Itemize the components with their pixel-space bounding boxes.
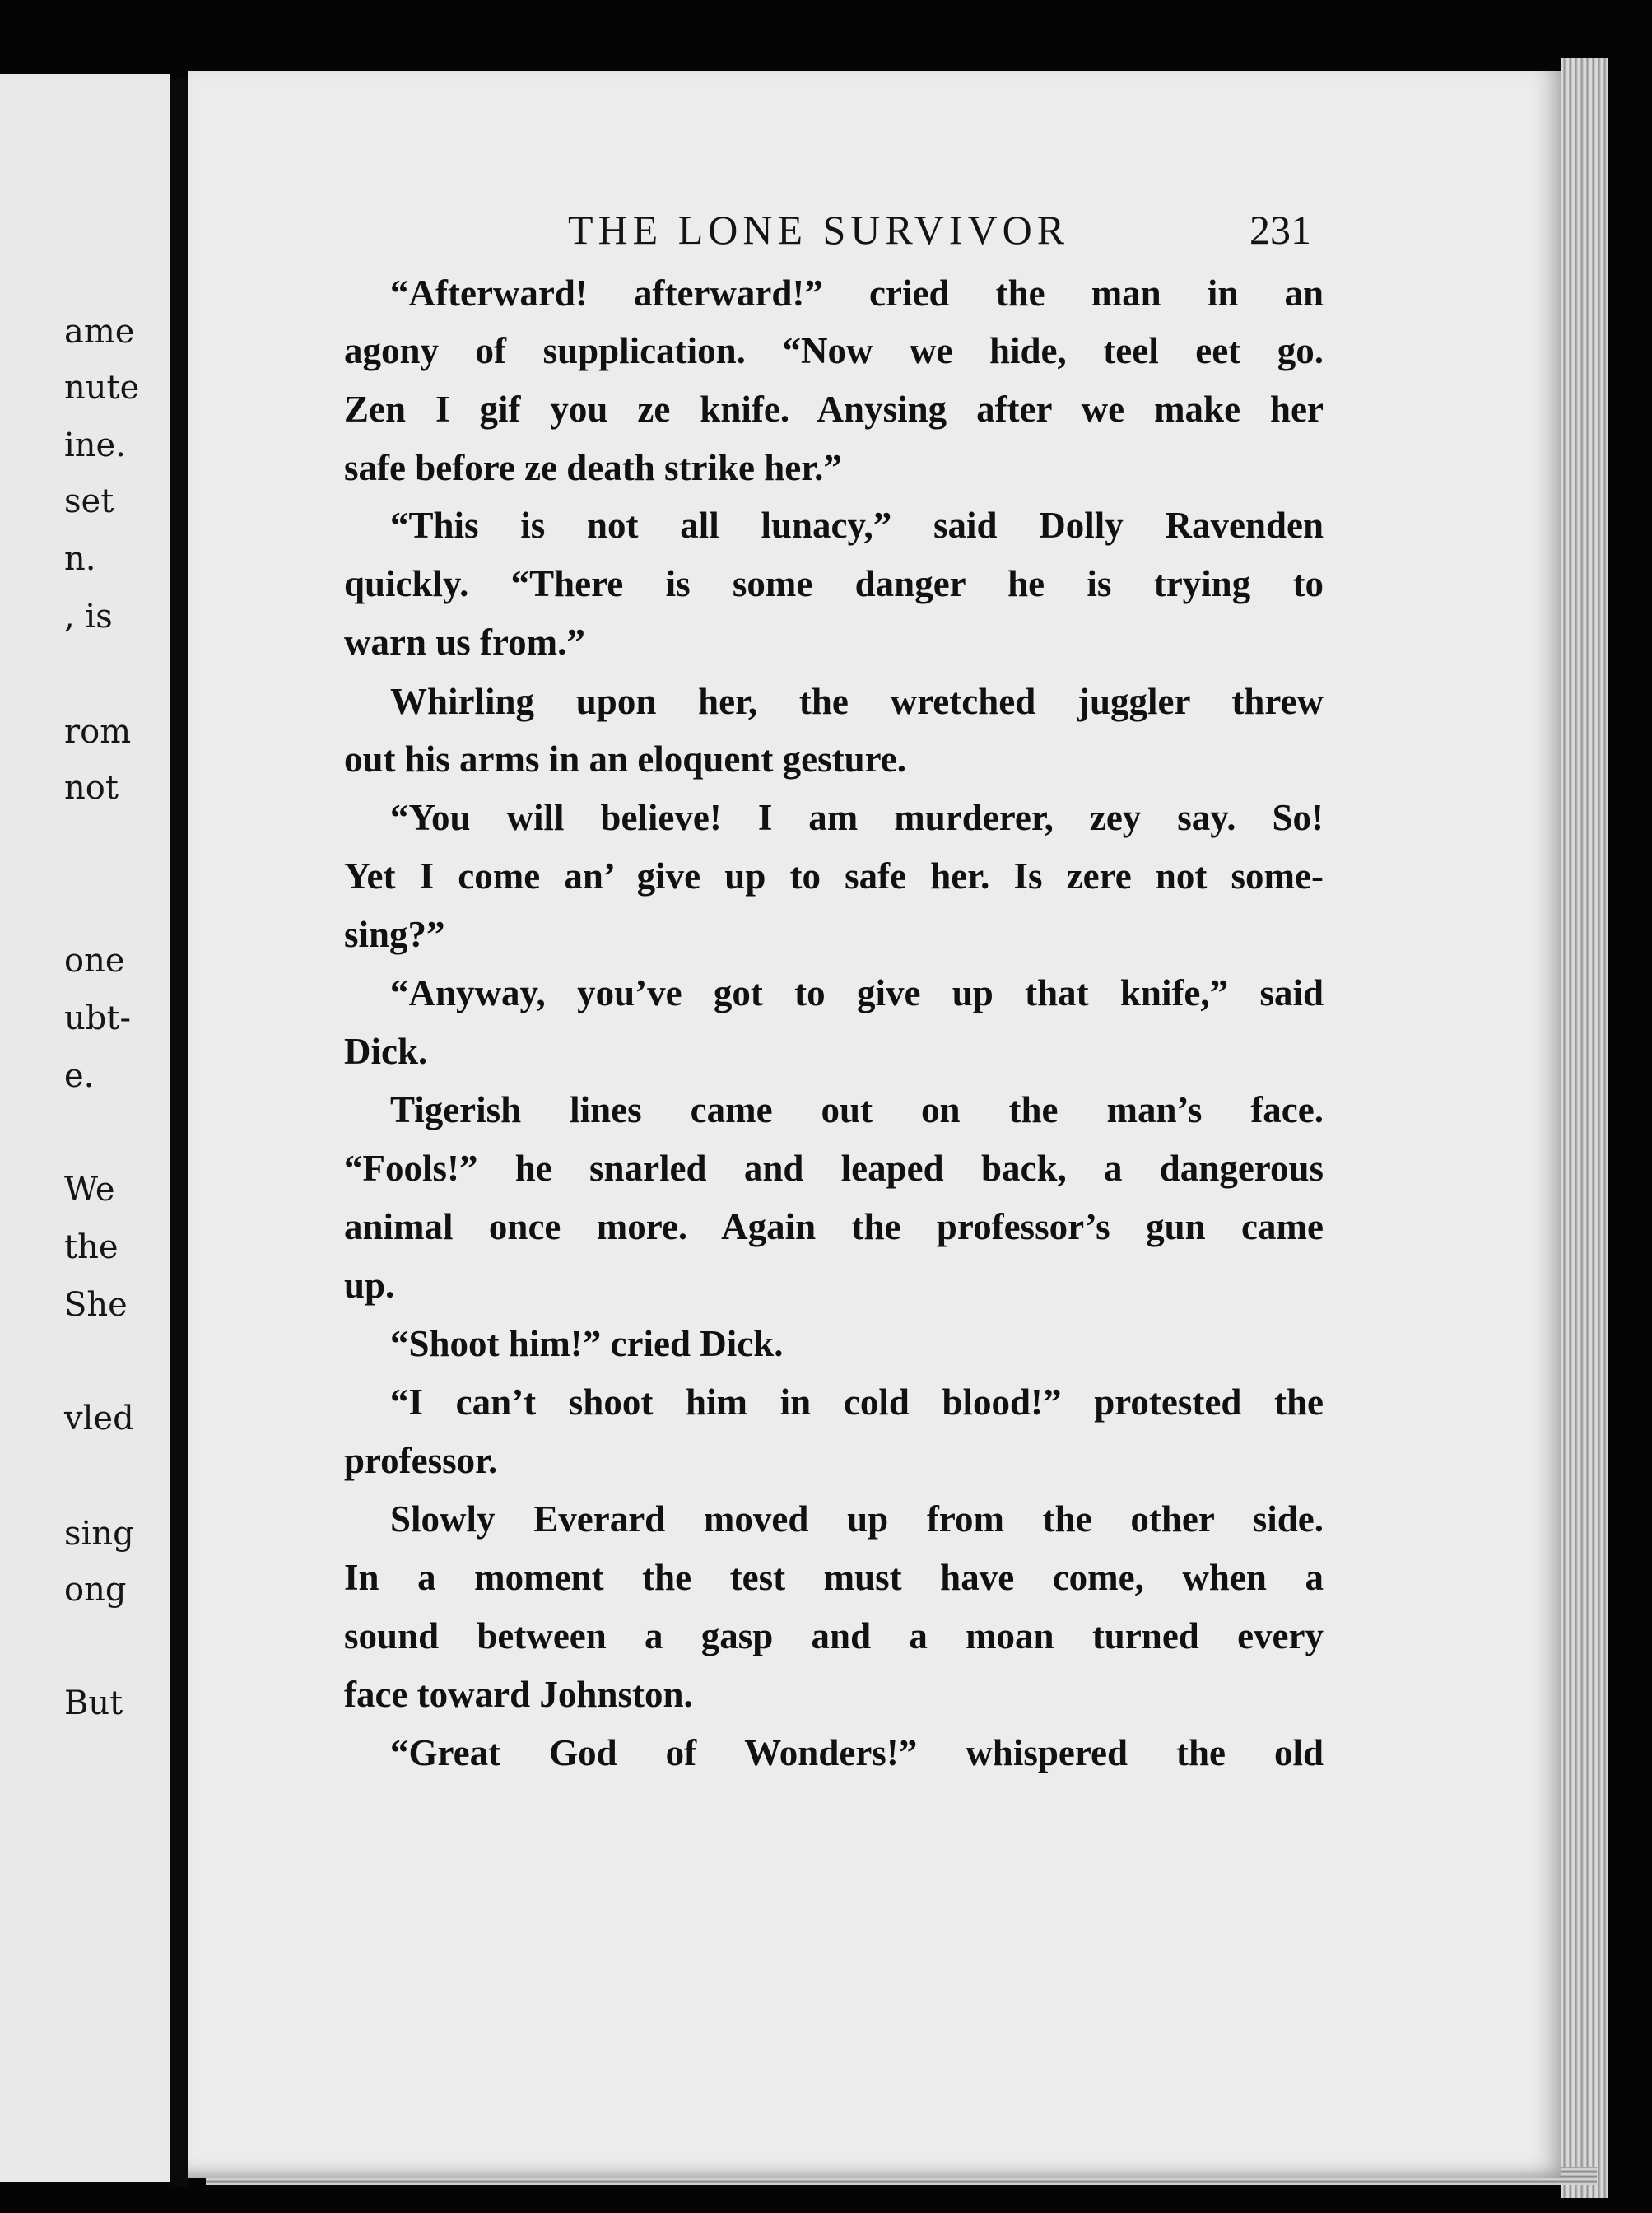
text-line: “Anyway, you’ve got to give up that knife,” said bbox=[390, 972, 1324, 1013]
left-fragment: But bbox=[64, 1684, 123, 1722]
text-line: safe before ze death strike her.” bbox=[344, 447, 842, 488]
left-fragment: n. bbox=[64, 540, 96, 578]
book-gutter bbox=[170, 79, 188, 2187]
book-page bbox=[188, 71, 1561, 2178]
text-line: sing?” bbox=[344, 914, 445, 955]
left-fragment: ong bbox=[64, 1571, 127, 1609]
text-line: “You will believe! I am murderer, zey say. So! bbox=[390, 797, 1324, 838]
text-line: Zen I gif you ze knife. Anysing after we make her bbox=[344, 389, 1324, 430]
left-fragment: set bbox=[64, 482, 114, 520]
left-fragment: sing bbox=[64, 1515, 134, 1553]
left-fragment: , is bbox=[64, 598, 113, 636]
left-fragment: one bbox=[64, 942, 125, 980]
running-title: THE LONE SURVIVOR bbox=[568, 207, 1070, 253]
text-line: “Afterward! afterward!” cried the man in an bbox=[390, 273, 1324, 314]
text-line: “This is not all lunacy,” said Dolly Ravenden bbox=[390, 505, 1324, 546]
left-fragment: ine. bbox=[64, 426, 126, 464]
text-line: agony of supplication. “Now we hide, teel eet go. bbox=[344, 330, 1324, 371]
left-fragment: rom bbox=[64, 713, 132, 751]
text-line: Slowly Everard moved up from the other side. bbox=[390, 1498, 1324, 1540]
left-fragment: nute bbox=[64, 369, 140, 407]
previous-page-fragment bbox=[0, 74, 170, 2182]
left-fragment: not bbox=[64, 769, 119, 807]
running-head bbox=[188, 206, 1561, 255]
page-number: 231 bbox=[1249, 207, 1311, 253]
text-line: sound between a gasp and a moan turned every bbox=[344, 1615, 1324, 1656]
text-line: out his arms in an eloquent gesture. bbox=[344, 738, 906, 780]
left-fragment: vled bbox=[64, 1400, 134, 1437]
left-fragment: the bbox=[64, 1228, 119, 1266]
text-line: Yet I come an’ give up to safe her. Is zere not some- bbox=[344, 855, 1324, 897]
text-line: professor. bbox=[344, 1440, 498, 1481]
page-edge-right bbox=[1561, 58, 1608, 2198]
text-line: face toward Johnston. bbox=[344, 1674, 693, 1715]
text-line: Whirling upon her, the wretched juggler threw bbox=[390, 681, 1324, 722]
left-fragment: ame bbox=[64, 313, 135, 351]
text-line: “I can’t shoot him in cold blood!” protested the bbox=[390, 1381, 1324, 1423]
left-fragment: We bbox=[64, 1171, 115, 1209]
text-line: “Great God of Wonders!” whispered the old bbox=[390, 1732, 1324, 1773]
text-line: “Shoot him!” cried Dick. bbox=[390, 1323, 784, 1364]
left-fragment: ubt- bbox=[64, 999, 131, 1037]
left-fragment: She bbox=[64, 1286, 128, 1324]
left-fragment: e. bbox=[64, 1057, 95, 1095]
text-line: “Fools!” he snarled and leaped back, a dangerous bbox=[344, 1148, 1324, 1189]
text-line: animal once more. Again the professor’s gun came bbox=[344, 1206, 1324, 1247]
text-line: warn us from.” bbox=[344, 622, 585, 663]
text-line: In a moment the test must have come, when a bbox=[344, 1557, 1324, 1598]
text-line: Dick. bbox=[344, 1031, 428, 1072]
text-line: up. bbox=[344, 1265, 395, 1306]
text-line: quickly. “There is some danger he is trying to bbox=[344, 563, 1324, 604]
text-line: Tigerish lines came out on the man’s face. bbox=[390, 1089, 1324, 1130]
